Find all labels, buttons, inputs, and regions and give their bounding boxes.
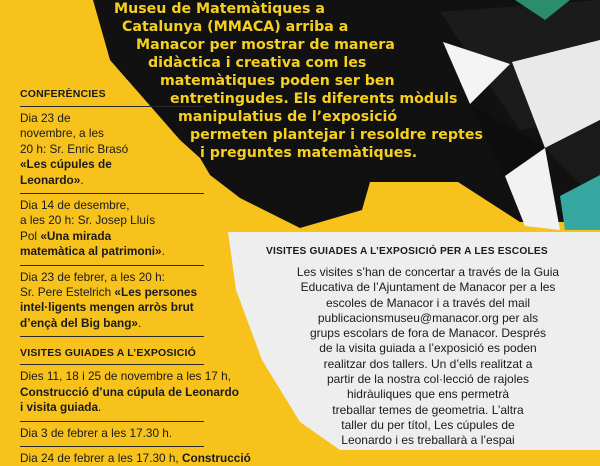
item-line: i visita guiada. [20,400,102,415]
visites-heading: VISITES GUIADES A L’EXPOSICIÓ [20,347,196,360]
item-line: Dia 23 de [20,111,71,125]
divider [20,446,204,447]
body-line: partir de la nostra col·lecció de rajoles [326,372,530,387]
item-line: Dies 11, 18 i 25 de novembre a les 17 h, [20,369,231,384]
intro-line: entretingudes. Els diferents mòduls [170,91,458,107]
conference-item [20,111,204,188]
item-line: Construcció d’una cúpula de Leonardo [20,384,239,399]
body-line: Educativa de l’Ajuntament de Manacor per a les [300,280,556,295]
body-line: Leonardo i es treballarà a l’espai [341,433,515,448]
item-line: Dia 24 de febrer a les 17.30 h, Construcció [20,450,251,465]
item-line: Sr. Pere Estelrich «Les persones [20,285,198,300]
item-line: Leonardo». [20,172,84,187]
divider [20,265,204,266]
intro-line: Catalunya (MMACA) arriba a [122,19,349,35]
escoles-body [266,265,590,449]
divider [20,106,204,107]
visit-item [20,426,204,441]
conference-item [20,198,204,260]
body-line: taller du per títol, Les cúpules de [341,417,515,432]
left-column [20,88,251,466]
item-line: Dia 14 de desembre, [20,198,130,213]
conference-item [20,270,204,332]
item-line: novembre, a les [20,126,104,141]
body-line: grups escolars de fora de Manacor. Després [309,326,547,341]
item-line: Dia 3 de febrer a les 17.30 h. [20,425,173,440]
divider [20,421,204,422]
body-line: realitzar dos tallers. Un d’ells realitzat a [323,356,533,371]
body-line: treballar temes de geometria. L’altra [332,402,524,417]
item-line: «Les cúpules de [20,157,112,172]
intro-line: permeten plantejar i resoldre reptes [190,127,483,143]
visit-item [20,369,239,415]
intro-line: matemàtiques poden ser ben [160,73,395,89]
escoles-section [266,246,590,449]
escoles-heading: VISITES GUIADES A L’EXPOSICIÓ PER A LES ESCOLES [266,246,548,257]
intro-line: Museu de Matemàtiques a [114,1,325,17]
body-line: escoles de Manacor i a través del mail [325,295,531,310]
item-line: matemàtica al patrimoni». [20,244,165,259]
divider [20,336,204,337]
divider [20,364,204,365]
visit-item [20,450,251,466]
conferencies-heading: CONFERÈNCIES [20,88,106,100]
divider [20,193,204,194]
item-line: Dia 23 de febrer, a les 20 h: [20,269,165,284]
item-line: a les 20 h: Sr. Josep Lluís [20,213,156,228]
body-line: publicacionsmuseu@manacor.org per als [317,310,539,325]
item-line: Pol «Una mirada [20,228,112,243]
body-line: de la visita guiada a l’exposició es poden [319,341,537,356]
item-line: d’ençà del Big bang». [20,315,142,330]
body-line: Les visites s’han de concertar a través de la Guia [296,265,560,279]
intro-line: manipulatius de l’exposició [178,109,398,125]
body-line: hidràuliques que ens permetrà [346,387,510,402]
intro-line: i preguntes matemàtiques. [200,145,418,161]
intro-line: didàctica i creativa com les [148,55,367,71]
item-line: intel·ligents mengen arròs brut [20,300,194,315]
item-line: 20 h: Sr. Enric Brasó [20,141,129,156]
intro-line: Manacor per mostrar de manera [136,37,395,53]
